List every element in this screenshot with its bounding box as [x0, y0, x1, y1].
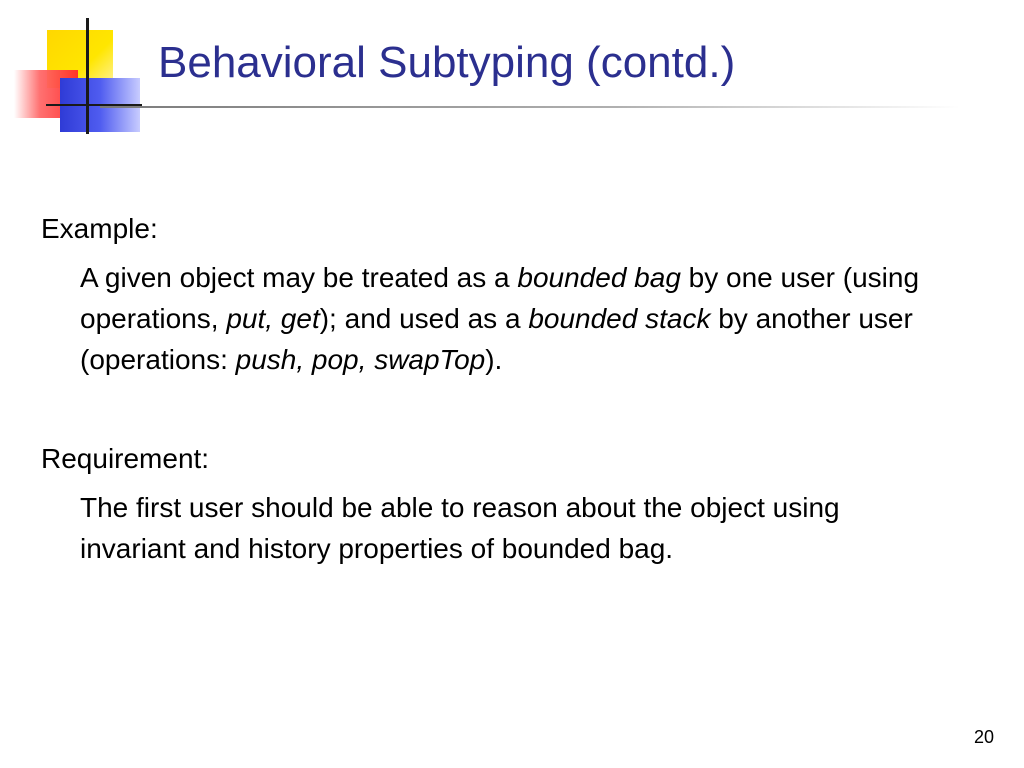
- example-text-2: by one user (using operations,: [80, 262, 920, 334]
- requirement-paragraph: The first user should be able to reason about the object using invariant and history properties of bounded bag.: [80, 492, 840, 564]
- title-divider: [100, 106, 960, 108]
- example-text-5: ).: [485, 344, 503, 375]
- slide-title: Behavioral Subtyping (contd.): [158, 38, 736, 87]
- example-text-3: ); and used as a: [319, 303, 529, 334]
- example-paragraph: [80, 257, 950, 380]
- example-text-4: by another user (operations:: [80, 303, 913, 375]
- slide-logo: [0, 0, 160, 140]
- example-heading: Example:: [41, 213, 158, 244]
- example-emphasis-bounded-bag: bounded bag: [517, 262, 681, 293]
- requirement-heading: Requirement:: [41, 443, 210, 474]
- example-emphasis-bounded-stack: bounded stack: [528, 303, 711, 334]
- example-text-1: A given object may be treated as a: [80, 262, 518, 293]
- slide-number: 20: [973, 727, 994, 747]
- logo-vertical-line: [86, 18, 89, 134]
- example-emphasis-operations-stack: push, pop, swapTop: [235, 344, 486, 375]
- example-emphasis-operations-bag: put, get: [226, 303, 320, 334]
